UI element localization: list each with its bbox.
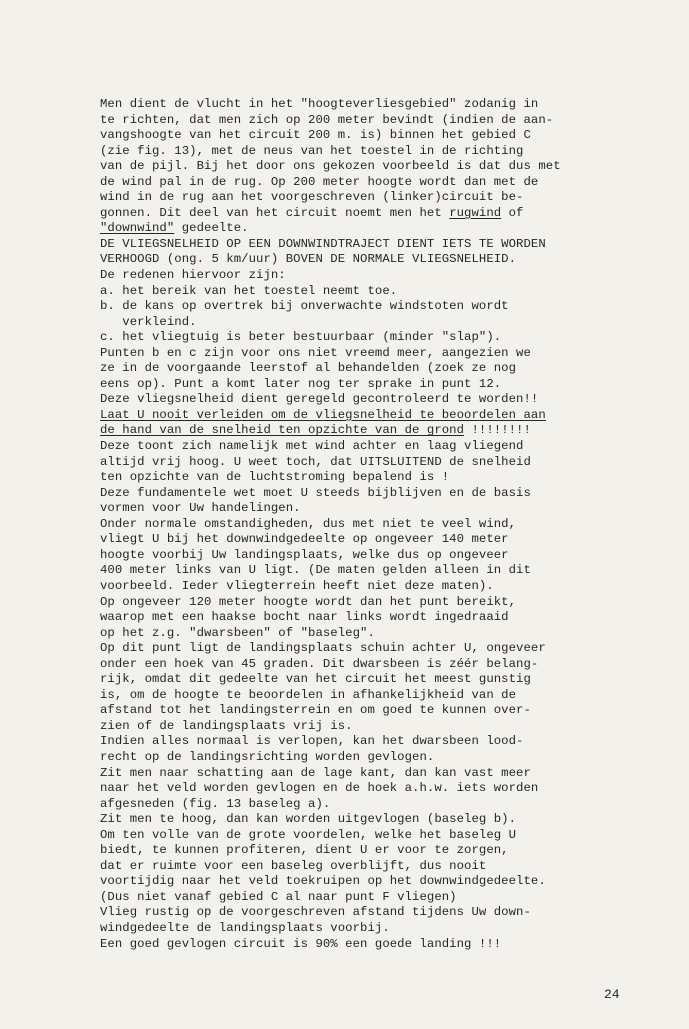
text-segment: De redenen hiervoor zijn:: [100, 268, 286, 283]
text-segment: Zit men te hoog, dan kan worden uitgevlogen (baseleg b).: [100, 812, 517, 827]
text-line: [100, 874, 640, 890]
text-line: [100, 905, 640, 921]
text-line: [100, 890, 640, 906]
text-segment: voorbeeld. Ieder vliegterrein heeft niet deze maten).: [100, 578, 494, 593]
text-segment: rijk, omdat dit gedeelte van het circuit het meest gunstig: [100, 672, 531, 687]
text-segment: Vlieg rustig op de voorgeschreven afstand tijdens Uw down-: [100, 905, 531, 920]
text-segment: Op ongeveer 120 meter hoogte wordt dan het punt bereikt,: [100, 594, 517, 609]
underlined-text: "downwind": [100, 221, 175, 236]
text-line: [100, 921, 640, 937]
text-segment: !!!!!!!!: [464, 423, 531, 438]
text-segment: (Dus niet vanaf gebied C al naar punt F vliegen): [100, 889, 457, 904]
text-line: [100, 175, 640, 191]
text-line: [100, 361, 640, 377]
text-segment: Een goed gevlogen circuit is 90% een goede landing !!!: [100, 936, 502, 951]
text-line: [100, 579, 640, 595]
text-line: [100, 392, 640, 408]
text-segment: Men dient de vlucht in het "hoogteverliesgebied" zodanig in: [100, 97, 539, 111]
text-segment: vangshoogte van het circuit 200 m. is) binnen het gebied C: [100, 128, 531, 143]
text-line: [100, 299, 640, 315]
text-segment: op het z.g. "dwarsbeen" of "baseleg".: [100, 625, 375, 640]
text-segment: recht op de landingsrichting worden gevlogen.: [100, 749, 435, 764]
text-line: [100, 688, 640, 704]
page-number: 24: [604, 987, 620, 1002]
text-line: [100, 641, 640, 657]
text-line: [100, 563, 640, 579]
text-line: [100, 750, 640, 766]
text-line: [100, 859, 640, 875]
text-segment: eens op). Punt a komt later nog ter sprake in punt 12.: [100, 376, 502, 391]
text-line: [100, 97, 640, 113]
text-segment: waarop met een haakse bocht naar links wordt ingedraaid: [100, 610, 509, 625]
text-line: [100, 221, 640, 237]
text-segment: Punten b en c zijn voor ons niet vreemd meer, aangezien we: [100, 345, 531, 360]
text-segment: windgedeelte de landingsplaats voorbij.: [100, 920, 390, 935]
text-segment: afstand tot het landingsterrein en om goed te kunnen over-: [100, 703, 531, 718]
text-line: [100, 828, 640, 844]
text-segment: DE VLIEGSNELHEID OP EEN DOWNWINDTRAJECT DIENT IETS TE WORDEN: [100, 236, 546, 251]
text-segment: altijd vrij hoog. U weet toch, dat UITSLUITEND de snelheid: [100, 454, 531, 469]
text-segment: voortijdig naar het veld toekruipen op het downwindgedeelte.: [100, 874, 546, 889]
text-line: [100, 144, 640, 160]
text-segment: c. het vliegtuig is beter bestuurbaar (minder "slap").: [100, 330, 502, 345]
text-segment: VERHOOGD (ong. 5 km/uur) BOVEN DE NORMALE VLIEGSNELHEID.: [100, 252, 517, 267]
text-segment: naar het veld worden gevlogen en de hoek a.h.w. iets worden: [100, 781, 539, 796]
text-segment: de wind pal in de rug. Op 200 meter hoogte wordt dan met de: [100, 174, 539, 189]
text-line: [100, 517, 640, 533]
text-line: [100, 268, 640, 284]
text-line: [100, 190, 640, 206]
text-segment: vormen voor Uw handelingen.: [100, 501, 301, 516]
text-line: [100, 626, 640, 642]
text-segment: verkleind.: [100, 314, 197, 329]
text-segment: onder een hoek van 45 graden. Dit dwarsbeen is zéér belang-: [100, 656, 539, 671]
text-segment: zien of de landingsplaats vrij is.: [100, 718, 353, 733]
text-line: [100, 610, 640, 626]
text-line: [100, 408, 640, 424]
text-segment: gonnen. Dit deel van het circuit noemt men het: [100, 205, 450, 220]
text-line: [100, 423, 640, 439]
underlined-text: Laat U nooit verleiden om de vliegsnelheid te beoordelen aan: [100, 407, 546, 422]
underlined-text: rugwind: [449, 205, 502, 220]
text-segment: afgesneden (fig. 13 baseleg a).: [100, 796, 331, 811]
text-line: [100, 455, 640, 471]
text-line: [100, 330, 640, 346]
text-segment: Onder normale omstandigheden, dus met niet te veel wind,: [100, 516, 517, 531]
text-segment: gedeelte.: [174, 221, 249, 236]
text-segment: Om ten volle van de grote voordelen, welke het baseleg U: [100, 827, 517, 842]
text-line: [100, 113, 640, 129]
text-line: [100, 128, 640, 144]
text-segment: 400 meter links van U ligt. (De maten gelden alleen in dit: [100, 563, 531, 578]
text-line: [100, 237, 640, 253]
text-line: [100, 346, 640, 362]
text-segment: vliegt U bij het downwindgedeelte op ongeveer 140 meter: [100, 532, 509, 547]
text-line: [100, 812, 640, 828]
text-segment: of: [501, 205, 524, 220]
text-line: [100, 252, 640, 268]
text-segment: Indien alles normaal is verlopen, kan het dwarsbeen lood-: [100, 734, 524, 749]
text-segment: (zie fig. 13), met de neus van het toestel in de richting: [100, 143, 524, 158]
text-line: [100, 377, 640, 393]
text-line: [100, 315, 640, 331]
body-text: [100, 97, 640, 952]
text-segment: biedt, te kunnen profiteren, dient U er voor te zorgen,: [100, 843, 509, 858]
text-line: [100, 734, 640, 750]
text-line: [100, 159, 640, 175]
text-line: [100, 781, 640, 797]
text-line: [100, 703, 640, 719]
text-line: [100, 657, 640, 673]
text-segment: te richten, dat men zich op 200 meter bevindt (indien de aan-: [100, 112, 554, 127]
text-segment: a. het bereik van het toestel neemt toe.: [100, 283, 398, 298]
text-line: [100, 843, 640, 859]
text-line: [100, 797, 640, 813]
text-segment: hoogte voorbij Uw landingsplaats, welke dus op ongeveer: [100, 547, 509, 562]
text-line: [100, 937, 640, 953]
text-segment: ten opzichte van de luchtstroming bepalend is !: [100, 470, 450, 485]
text-segment: Zit men naar schatting aan de lage kant, dan kan vast meer: [100, 765, 531, 780]
text-segment: van de pijl. Bij het door ons gekozen voorbeeld is dat dus met: [100, 159, 561, 174]
text-segment: ze in de voorgaande leerstof al behandelden (zoek ze nog: [100, 361, 517, 376]
text-line: [100, 284, 640, 300]
text-segment: Op dit punt ligt de landingsplaats schuin achter U, ongeveer: [100, 641, 546, 656]
text-segment: b. de kans op overtrek bij onverwachte windstoten wordt: [100, 299, 509, 314]
text-line: [100, 532, 640, 548]
text-segment: wind in de rug aan het voorgeschreven (linker)circuit be-: [100, 190, 524, 205]
text-line: [100, 548, 640, 564]
text-line: [100, 766, 640, 782]
text-segment: Deze toont zich namelijk met wind achter en laag vliegend: [100, 439, 524, 454]
text-line: [100, 719, 640, 735]
text-line: [100, 672, 640, 688]
text-line: [100, 206, 640, 222]
underlined-text: de hand van de snelheid ten opzichte van de grond: [100, 423, 465, 438]
text-line: [100, 486, 640, 502]
text-segment: dat er ruimte voor een baseleg overblijft, dus nooit: [100, 858, 487, 873]
text-line: [100, 501, 640, 517]
text-line: [100, 470, 640, 486]
text-segment: Deze fundamentele wet moet U steeds bijblijven en de basis: [100, 485, 531, 500]
text-segment: Deze vliegsnelheid dient geregeld gecontroleerd te worden!!: [100, 392, 539, 407]
text-segment: is, om de hoogte te beoordelen in afhankelijkheid van de: [100, 687, 517, 702]
text-line: [100, 439, 640, 455]
text-line: [100, 595, 640, 611]
